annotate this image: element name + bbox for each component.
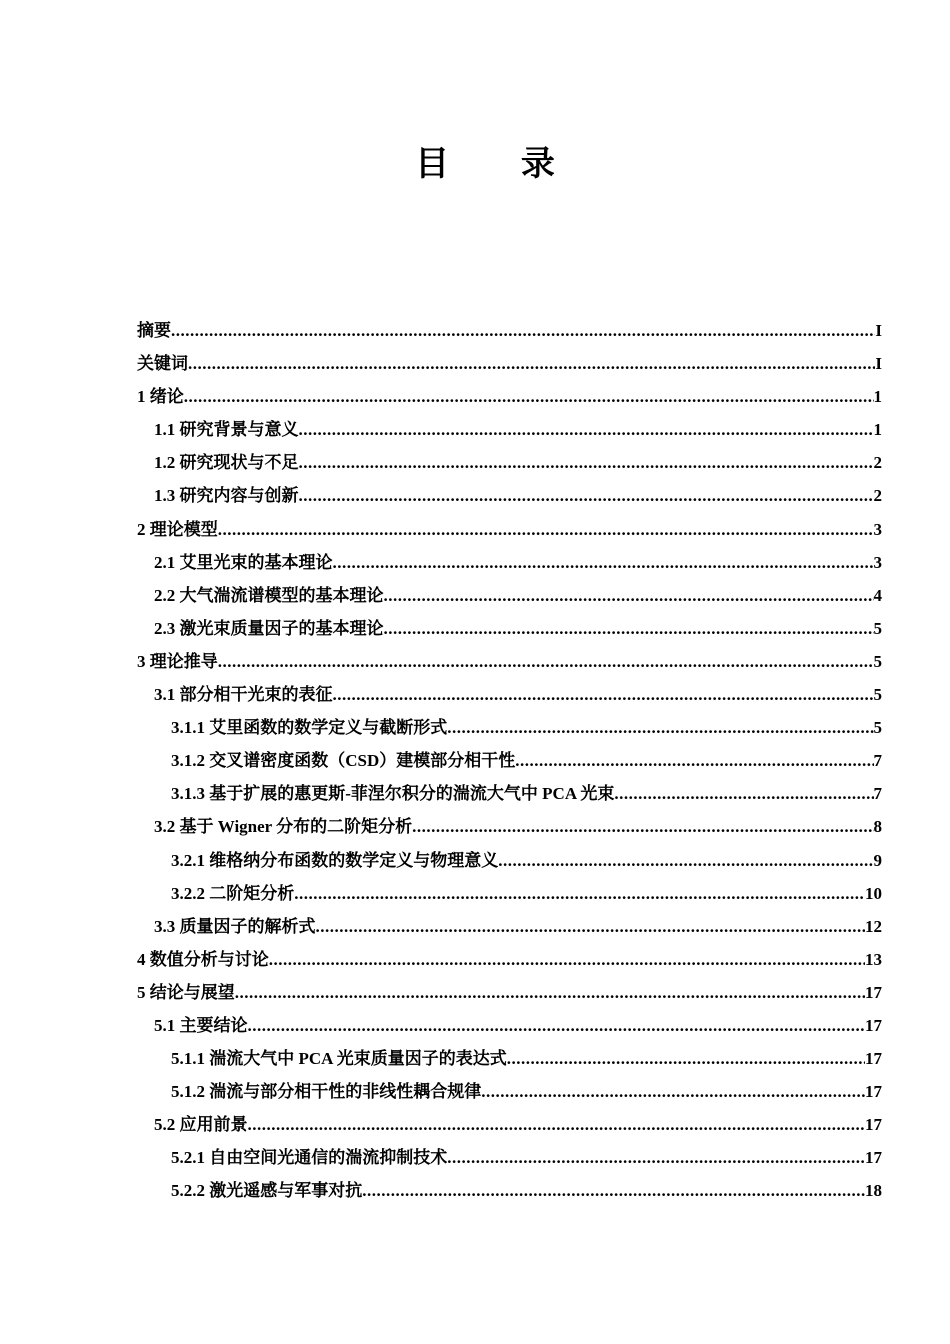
toc-entry-page: 2	[873, 486, 882, 506]
dot-leader	[481, 1082, 865, 1102]
toc-entry-label: 1.1 研究背景与意义	[154, 420, 299, 440]
dot-leader	[235, 983, 865, 1003]
dot-leader	[218, 520, 874, 540]
toc-entry[interactable]	[137, 647, 882, 680]
toc-entry-page: 5	[873, 618, 882, 638]
toc-entry-page: 17	[865, 1148, 882, 1168]
toc-entry-label: 3.2.1 维格纳分布函数的数学定义与物理意义	[171, 850, 499, 870]
toc-entry-label: 2.1 艾里光束的基本理论	[154, 552, 333, 572]
toc-entry[interactable]	[137, 945, 882, 978]
dot-leader	[614, 784, 873, 804]
dot-leader	[316, 917, 866, 937]
toc-entry[interactable]	[137, 349, 882, 382]
toc-entry-page: 7	[873, 751, 882, 771]
toc-entry-label: 2.2 大气湍流谱模型的基本理论	[154, 585, 384, 605]
dot-leader	[515, 751, 873, 771]
toc-entry[interactable]	[137, 746, 882, 779]
toc-entry[interactable]	[137, 1077, 882, 1110]
toc-entry-page: 17	[865, 1082, 882, 1102]
toc-entry-page: I	[875, 321, 882, 340]
toc-entry-label: 摘要	[137, 321, 171, 340]
toc-entry[interactable]	[137, 978, 882, 1011]
toc-entry-label: 5.1.2 湍流与部分相干性的非线性耦合规律	[171, 1082, 482, 1102]
dot-leader	[269, 950, 865, 970]
toc-entry-page: 2	[873, 453, 882, 473]
toc-entry-page: 1	[873, 420, 882, 440]
toc-entry-page: 1	[873, 387, 882, 407]
toc-entry-page: 5	[873, 718, 882, 738]
dot-leader	[299, 486, 874, 506]
toc-entry[interactable]	[137, 846, 882, 879]
toc-entry-label: 3.2.2 二阶矩分析	[171, 883, 295, 903]
toc-entry-page: 8	[873, 817, 882, 837]
dot-leader	[362, 1181, 865, 1201]
toc-entry[interactable]	[137, 448, 882, 481]
toc-entry-label: 2 理论模型	[137, 519, 218, 539]
toc-entry-label: 3.3 质量因子的解析式	[154, 916, 316, 936]
toc-entry-page: 5	[873, 651, 882, 671]
toc-entry-label: 3.2 基于 Wigner 分布的二阶矩分析	[154, 817, 413, 837]
dot-leader	[333, 553, 874, 573]
toc-entry[interactable]	[137, 1011, 882, 1044]
toc-entry[interactable]	[137, 779, 882, 812]
toc-entry[interactable]	[137, 614, 882, 647]
toc-entry-label: 3.1.2 交叉谱密度函数（CSD）建模部分相干性	[171, 751, 516, 771]
toc-entry-label: 关键词	[137, 354, 188, 374]
toc-entry-label: 3 理论推导	[137, 651, 218, 671]
dot-leader	[507, 1049, 865, 1069]
toc-entry-label: 3.1.3 基于扩展的惠更斯-菲涅尔积分的湍流大气中 PCA 光束	[171, 784, 615, 804]
dot-leader	[333, 685, 874, 705]
toc-entry-label: 5.1.1 湍流大气中 PCA 光束质量因子的表达式	[171, 1049, 507, 1069]
toc-entry-label: 5.1 主要结论	[154, 1015, 248, 1035]
toc-entry-page: 12	[865, 916, 882, 936]
dot-leader	[384, 619, 874, 639]
toc-entry-page: 17	[865, 982, 882, 1002]
toc-entry[interactable]	[137, 581, 882, 614]
toc-entry-label: 1.2 研究现状与不足	[154, 453, 299, 473]
toc-entry-page: 9	[873, 850, 882, 870]
dot-leader	[248, 1115, 866, 1135]
toc-entry[interactable]	[137, 1176, 882, 1209]
toc-entry-label: 2.3 激光束质量因子的基本理论	[154, 618, 384, 638]
toc-entry[interactable]	[137, 382, 882, 415]
toc-entry-label: 5 结论与展望	[137, 982, 235, 1002]
toc-entry-page: 4	[873, 585, 882, 605]
dot-leader	[412, 817, 873, 837]
toc-entry[interactable]	[137, 812, 882, 845]
toc-entry-label: 5.2.1 自由空间光通信的湍流抑制技术	[171, 1148, 448, 1168]
toc-entry-label: 5.2 应用前景	[154, 1115, 248, 1135]
dot-leader	[498, 851, 873, 871]
toc-entry-label: 4 数值分析与讨论	[137, 949, 269, 969]
dot-leader	[171, 321, 875, 341]
toc-entry[interactable]	[137, 481, 882, 514]
dot-leader	[188, 354, 875, 374]
toc-entry[interactable]	[137, 680, 882, 713]
toc-entry[interactable]	[137, 879, 882, 912]
toc-entry-page: 3	[873, 519, 882, 539]
toc-entry-page: 17	[865, 1049, 882, 1069]
toc-entry-label: 3.1 部分相干光束的表征	[154, 685, 333, 705]
page-title: 目 录	[415, 144, 585, 184]
toc-entry[interactable]	[137, 912, 882, 945]
toc-entry[interactable]	[137, 415, 882, 448]
toc-entry-page: 17	[865, 1015, 882, 1035]
toc-entry-label: 5.2.2 激光遥感与军事对抗	[171, 1181, 363, 1201]
toc-entry-page: 3	[873, 552, 882, 572]
toc-entry-page: 17	[865, 1115, 882, 1135]
dot-leader	[299, 453, 874, 473]
toc-entry[interactable]	[137, 1110, 882, 1143]
toc-entry-page: I	[875, 354, 882, 374]
dot-leader	[384, 586, 874, 606]
toc-entry[interactable]	[137, 713, 882, 746]
toc-entry[interactable]	[137, 1143, 882, 1176]
toc-entry-page: 13	[865, 949, 882, 969]
toc-entry[interactable]	[137, 515, 882, 548]
dot-leader	[218, 652, 874, 672]
dot-leader	[447, 718, 873, 738]
toc-entry[interactable]	[137, 1044, 882, 1077]
toc-entry-page: 7	[873, 784, 882, 804]
dot-leader	[294, 884, 865, 904]
toc-entry[interactable]	[137, 316, 882, 349]
dot-leader	[184, 387, 874, 407]
toc-entry-label: 3.1.1 艾里函数的数学定义与截断形式	[171, 718, 448, 738]
table-of-contents	[137, 316, 882, 1210]
toc-entry-page: 18	[865, 1181, 882, 1201]
dot-leader	[299, 420, 874, 440]
toc-entry-page: 5	[873, 685, 882, 705]
toc-entry-page: 10	[865, 883, 882, 903]
dot-leader	[447, 1148, 865, 1168]
toc-entry[interactable]	[137, 548, 882, 581]
dot-leader	[248, 1016, 866, 1036]
toc-entry-label: 1.3 研究内容与创新	[154, 486, 299, 506]
toc-entry-label: 1 绪论	[137, 387, 184, 407]
